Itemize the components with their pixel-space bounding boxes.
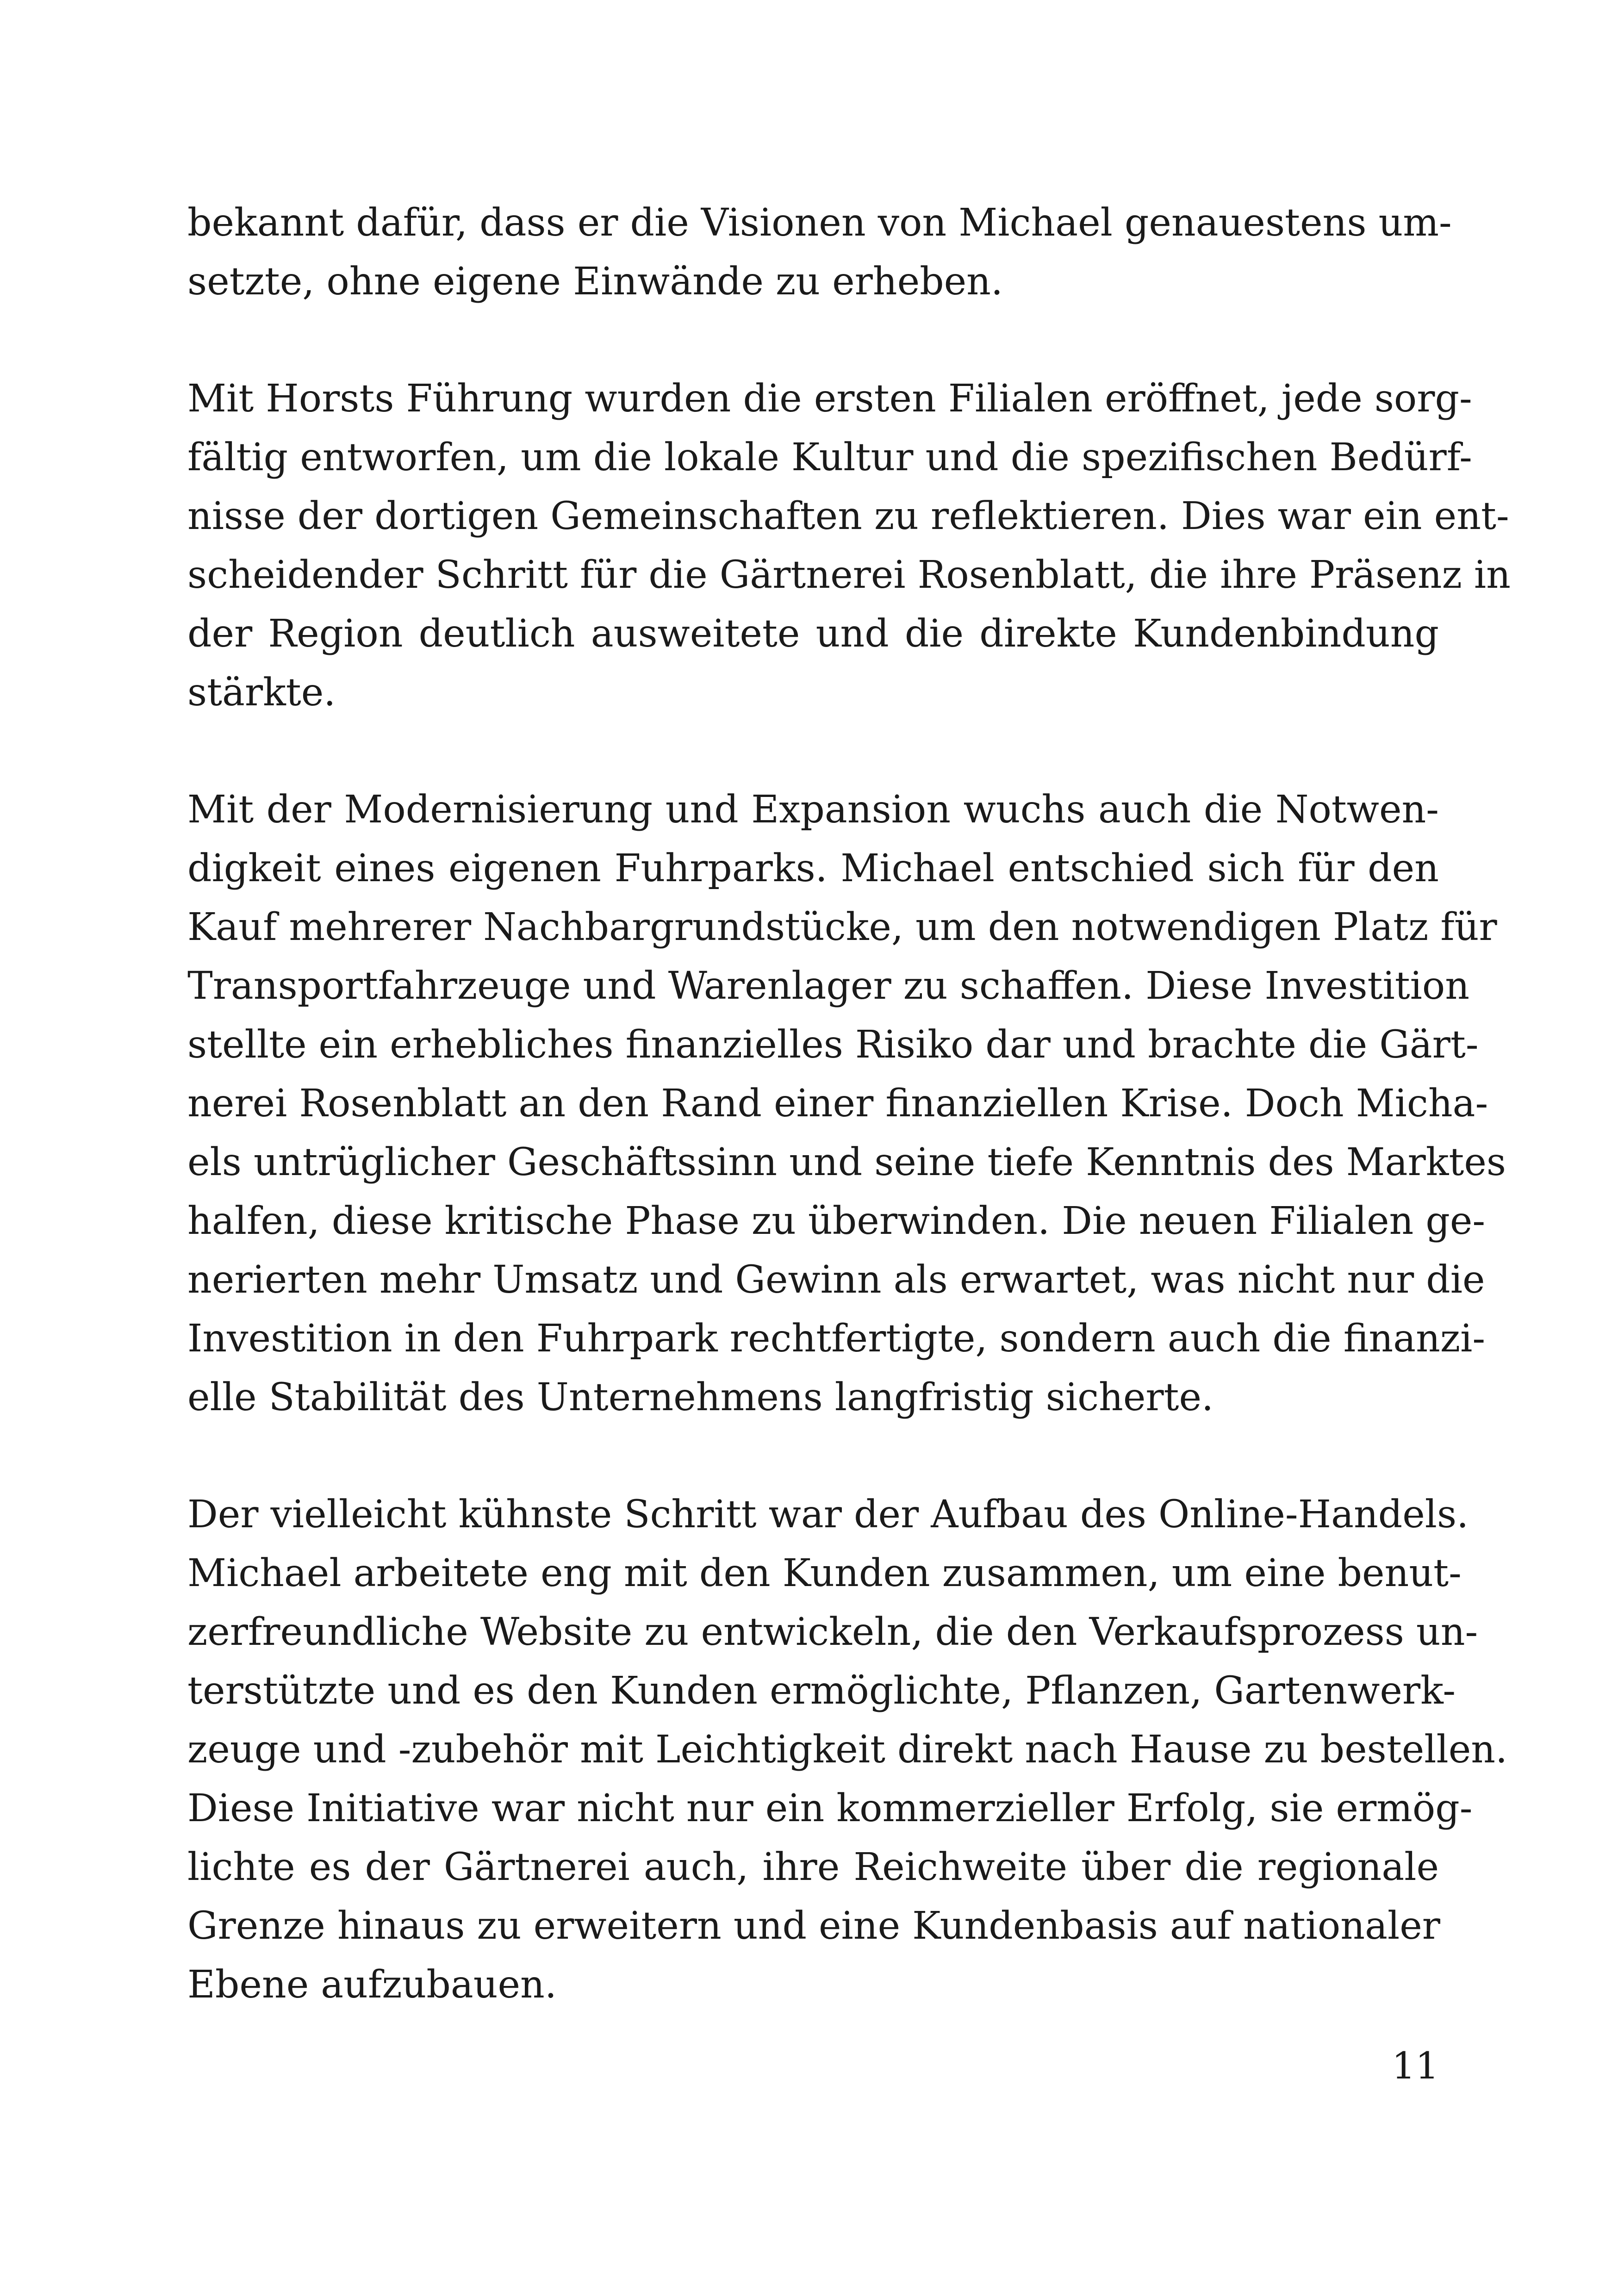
paragraph-3 (187, 780, 1506, 1427)
text-line: Mit Horsts Führung wurden die ersten Filialen eröffnet, jede sorg- (187, 377, 1472, 421)
text-line: stärkte. (187, 671, 336, 715)
text-line: Ebene aufzubauen. (187, 1963, 557, 2007)
text-line: terstützte und es den Kunden ermöglichte, Pflanzen, Gartenwerk- (187, 1669, 1456, 1713)
text-line: halfen, diese kritische Phase zu überwinden. Die neuen Filialen ge- (187, 1199, 1486, 1243)
text-line: nerierten mehr Umsatz und Gewinn als erwartet, was nicht nur die (187, 1258, 1485, 1302)
text-line: setzte, ohne eigene Einwände zu erheben. (187, 260, 1003, 304)
text-line: digkeit eines eigenen Fuhrparks. Michael entschied sich für den (187, 846, 1439, 890)
text-line: Transportfahrzeuge und Warenlager zu schaffen. Diese Investition (187, 964, 1470, 1008)
text-line: Kauf mehrerer Nachbargrundstücke, um den notwendigen Platz für (187, 905, 1497, 949)
page-number: 11 (1392, 2044, 1439, 2087)
text-line: Der vielleicht kühnste Schritt war der Aufbau des Online-Handels. (187, 1493, 1469, 1537)
text-line: zeuge und -zubehör mit Leichtigkeit direkt nach Hause zu bestellen. (187, 1728, 1508, 1772)
text-line: nerei Rosenblatt an den Rand einer finanziellen Krise. Doch Micha- (187, 1082, 1488, 1126)
text-line: fältig entworfen, um die lokale Kultur und die spezifischen Bedürf- (187, 436, 1472, 479)
text-line: lichte es der Gärtnerei auch, ihre Reichweite über die regionale (187, 1845, 1439, 1889)
text-line: der Region deutlich ausweitete und die direkte Kundenbindung (187, 612, 1439, 656)
text-line: stellte ein erhebliches finanzielles Risiko dar und brachte die Gärt- (187, 1023, 1479, 1067)
body-text (187, 193, 1511, 2072)
text-line: Michael arbeitete eng mit den Kunden zusammen, um eine benut- (187, 1551, 1462, 1595)
paragraph-2 (187, 369, 1511, 722)
text-line: els untrüglicher Geschäftssinn und seine tiefe Kenntnis des Marktes (187, 1140, 1506, 1184)
text-line: scheidender Schritt für die Gärtnerei Rosenblatt, die ihre Präsenz in (187, 553, 1511, 597)
paragraph-4 (187, 1485, 1508, 2014)
paragraph-1 (187, 193, 1452, 311)
text-line: Grenze hinaus zu erweitern und eine Kundenbasis auf nationaler (187, 1904, 1440, 1948)
text-line: elle Stabilität des Unternehmens langfristig sicherte. (187, 1375, 1214, 1419)
text-line: Mit der Modernisierung und Expansion wuchs auch die Notwen- (187, 788, 1439, 832)
text-line: nisse der dortigen Gemeinschaften zu reflektieren. Dies war ein ent- (187, 494, 1509, 538)
text-line: Diese Initiative war nicht nur ein kommerzieller Erfolg, sie ermög- (187, 1786, 1473, 1830)
text-line: zerfreundliche Website zu entwickeln, die den Verkaufsprozess un- (187, 1610, 1478, 1654)
text-line: Investition in den Fuhrpark rechtfertigte, sondern auch die finanzi- (187, 1317, 1486, 1361)
text-line: bekannt dafür, dass er die Visionen von Michael genauestens um- (187, 201, 1452, 245)
